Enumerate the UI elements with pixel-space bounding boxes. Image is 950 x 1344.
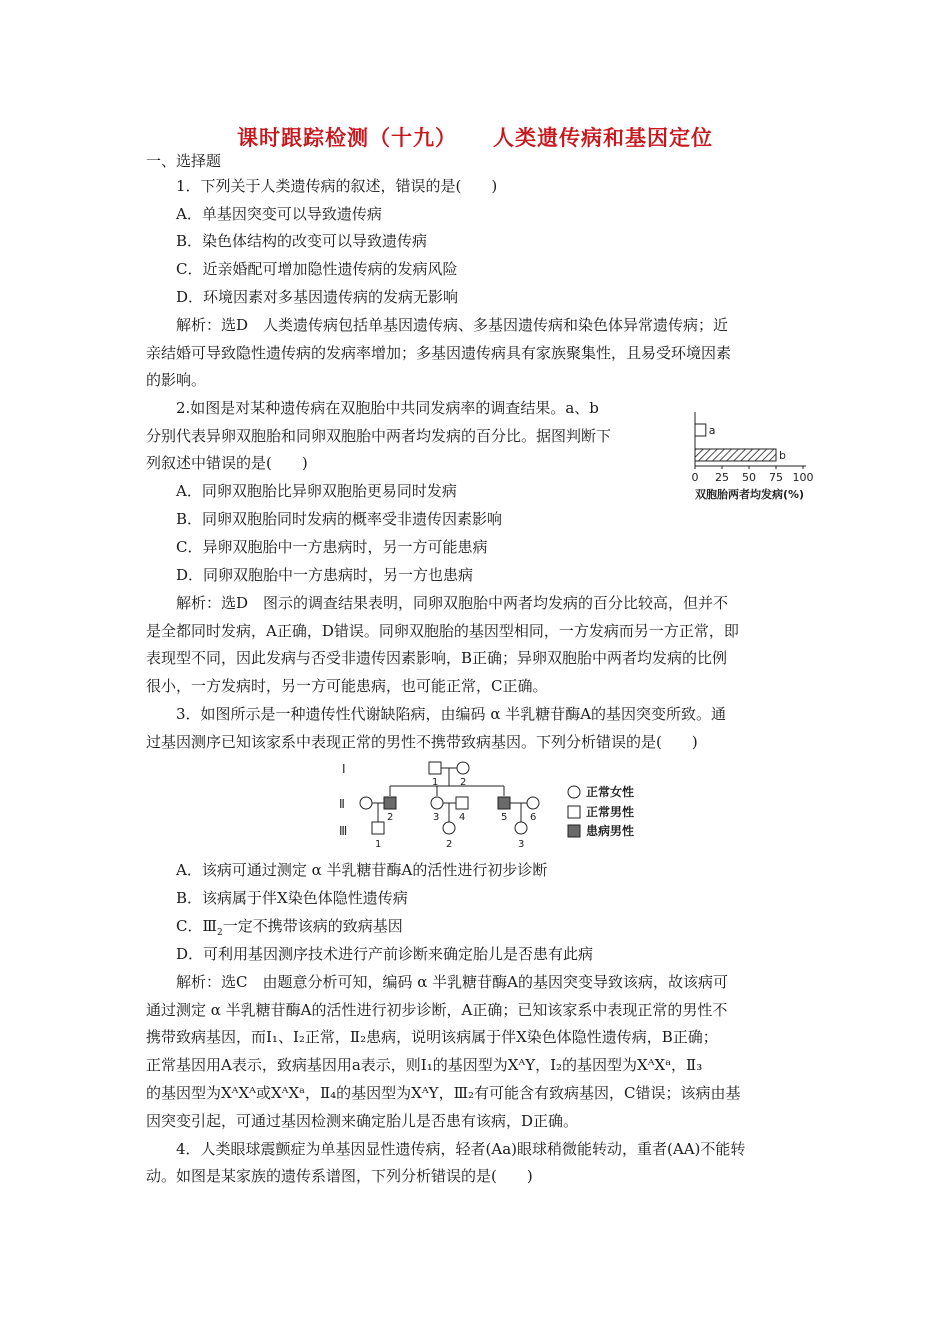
q3-option-c-sub: 2	[216, 928, 223, 938]
generation-label-1: Ⅰ	[342, 762, 346, 776]
q2-option-a: A．同卵双胞胎比异卵双胞胎更易同时发病	[176, 482, 457, 500]
q3-explanation-2: 通过测定 α 半乳糖苷酶A的活性进行初步诊断，A正确；已知该家系中表现正常的男性不	[146, 1001, 728, 1019]
pedigree-num-ii3: 3	[433, 812, 440, 823]
pedigree-ii6-normal-female	[527, 797, 539, 809]
x-tick-label-75: 75	[769, 471, 783, 484]
q2-option-c: C．异卵双胞胎中一方患病时，另一方可能患病	[176, 538, 488, 556]
q2-explanation-2: 是全都同时发病，A正确，D错误。同卵双胞胎的基因型相同，一方发病而另一方正常，即	[146, 622, 739, 640]
pedigree-iii2-normal-female	[443, 822, 455, 834]
section-heading: 一、选择题	[146, 152, 222, 170]
q3-option-d: D．可利用基因测序技术进行产前诊断来确定胎儿是否患有此病	[176, 945, 594, 963]
chart-x-label: 双胞胎两者均发病(%)	[695, 488, 805, 501]
q3-explanation-1: 解析：选C 由题意分析可知，编码 α 半乳糖苷酶A的基因突变导致该病，故该病可	[176, 973, 728, 991]
x-tick-label-25: 25	[715, 471, 729, 484]
q2-stem-1: 2.如图是对某种遗传病在双胞胎中共同发病率的调查结果。a、b	[176, 399, 599, 417]
bar-label-a: a	[708, 424, 716, 437]
q1-explanation-3: 的影响。	[146, 371, 207, 389]
legend-normal-female-icon	[568, 786, 580, 798]
q1-stem: 1．下列关于人类遗传病的叙述，错误的是( )	[176, 177, 498, 195]
q3-option-b: B．该病属于伴X染色体隐性遗传病	[176, 889, 408, 907]
generation-label-3: Ⅲ	[339, 824, 348, 838]
pedigree-num-iii2: 2	[446, 839, 453, 850]
q2-option-b: B．同卵双胞胎同时发病的概率受非遗传因素影响	[176, 510, 503, 528]
bar-a	[695, 424, 706, 436]
q3-explanation-6: 因突变引起，可通过基因检测来确定胎儿是否患有该病，D正确。	[146, 1112, 579, 1130]
x-tick-label-0: 0	[691, 471, 699, 484]
q1-option-d: D．环境因素对多基因遗传病的发病无影响	[176, 288, 459, 306]
q1-explanation-2: 亲结婚可导致隐性遗传病的发病率增加；多基因遗传病具有家族聚集性，且易受环境因素	[146, 344, 732, 362]
bar-b	[695, 449, 776, 461]
q3-explanation-4: 正常基因用A表示，致病基因用a表示，则Ⅰ₁的基因型为XᴬY，Ⅰ₂的基因型为XᴬXᵃ，Ⅱ₃	[146, 1056, 703, 1074]
q3-option-c	[176, 916, 403, 936]
pedigree-ii2-affected-male	[384, 797, 396, 809]
pedigree-ii1-normal-female	[360, 797, 372, 809]
q1-explanation-1: 解析：选D 人类遗传病包括单基因遗传病、多基因遗传病和染色体异常遗传病；近	[176, 316, 729, 334]
page-title	[0, 122, 950, 152]
pedigree-num-i1: 1	[432, 777, 439, 788]
pedigree-ii4-normal-male	[456, 797, 468, 809]
pedigree-num-ii6: 6	[530, 812, 537, 823]
pedigree-ii5-affected-male	[498, 797, 510, 809]
q2-stem-2: 分别代表异卵双胞胎和同卵双胞胎中两者均发病的百分比。据图判断下	[146, 427, 612, 445]
q2-explanation-3: 表现型不同，因此发病与否受非遗传因素影响，B正确；异卵双胞胎中两者均发病的比例	[146, 649, 728, 667]
pedigree-iii3-normal-female	[515, 822, 527, 834]
q1-option-c: C．近亲婚配可增加隐性遗传病的发病风险	[176, 260, 458, 278]
bar-label-b: b	[779, 449, 786, 462]
pedigree-num-i2: 2	[460, 777, 467, 788]
q3-option-a: A．该病可通过测定 α 半乳糖苷酶A的活性进行初步诊断	[176, 861, 548, 879]
q3-option-c-prefix: C．Ⅲ	[176, 917, 217, 935]
generation-label-2: Ⅱ	[339, 797, 345, 811]
pedigree-i2-normal-female	[457, 762, 469, 774]
legend-affected-male: 患病男性	[586, 824, 635, 838]
x-tick-label-100: 100	[792, 471, 814, 484]
pedigree-num-iii3: 3	[518, 839, 525, 850]
q3-explanation-5: 的基因型为XᴬXᴬ或XᴬXᵃ，Ⅱ₄的基因型为XᴬY，Ⅲ₂有可能含有致病基因，C错误；该病由基	[146, 1084, 741, 1102]
pedigree-i1-normal-male	[429, 762, 441, 774]
q2-stem-3: 列叙述中错误的是( )	[146, 454, 308, 472]
legend-normal-female: 正常女性	[586, 785, 635, 799]
legend-affected-male-icon	[568, 825, 580, 837]
pedigree-num-ii4: 4	[459, 812, 466, 823]
q2-explanation-1: 解析：选D 图示的调查结果表明，同卵双胞胎中两者均发病的百分比较高，但并不	[176, 594, 729, 612]
pedigree-ii3-normal-female	[431, 797, 443, 809]
q4-stem-1: 4．人类眼球震颤症为单基因显性遗传病，轻者(Aa)眼球稍微能转动，重者(AA)不能转	[176, 1140, 746, 1158]
q3-option-c-text: 一定不携带该病的致病基因	[222, 917, 403, 935]
q3-stem-2: 过基因测序已知该家系中表现正常的男性不携带致病基因。下列分析错误的是( )	[146, 733, 698, 751]
q1-option-a: A．单基因突变可以导致遗传病	[176, 205, 382, 223]
legend-normal-male: 正常男性	[586, 805, 635, 819]
q3-stem-1: 3．如图所示是一种遗传性代谢缺陷病，由编码 α 半乳糖苷酶A的基因突变所致。通	[176, 705, 727, 723]
pedigree-iii1-normal-male	[372, 822, 384, 834]
title-sub: 人类遗传病和基因定位	[493, 126, 713, 150]
legend-normal-male-icon	[568, 806, 580, 818]
q3-explanation-3: 携带致病基因，而Ⅰ₁、Ⅰ₂正常，Ⅱ₂患病，说明该病属于伴X染色体隐性遗传病，B正确；	[146, 1028, 718, 1046]
twin-disease-bar-chart	[680, 408, 830, 508]
pedigree-diagram	[336, 756, 656, 852]
pedigree-num-ii5: 5	[501, 812, 508, 823]
x-tick-label-50: 50	[742, 471, 756, 484]
q4-stem-2: 动。如图是某家族的遗传系谱图，下列分析错误的是( )	[146, 1167, 533, 1185]
q2-explanation-4: 很小，一方发病时，另一方可能患病，也可能正常，C正确。	[146, 677, 548, 695]
q2-option-d: D．同卵双胞胎中一方患病时，另一方也患病	[176, 566, 474, 584]
pedigree-num-ii2: 2	[387, 812, 394, 823]
q1-option-b: B．染色体结构的改变可以导致遗传病	[176, 232, 428, 250]
title-main: 课时跟踪检测（十九）	[237, 126, 457, 150]
pedigree-num-iii1: 1	[375, 839, 382, 850]
